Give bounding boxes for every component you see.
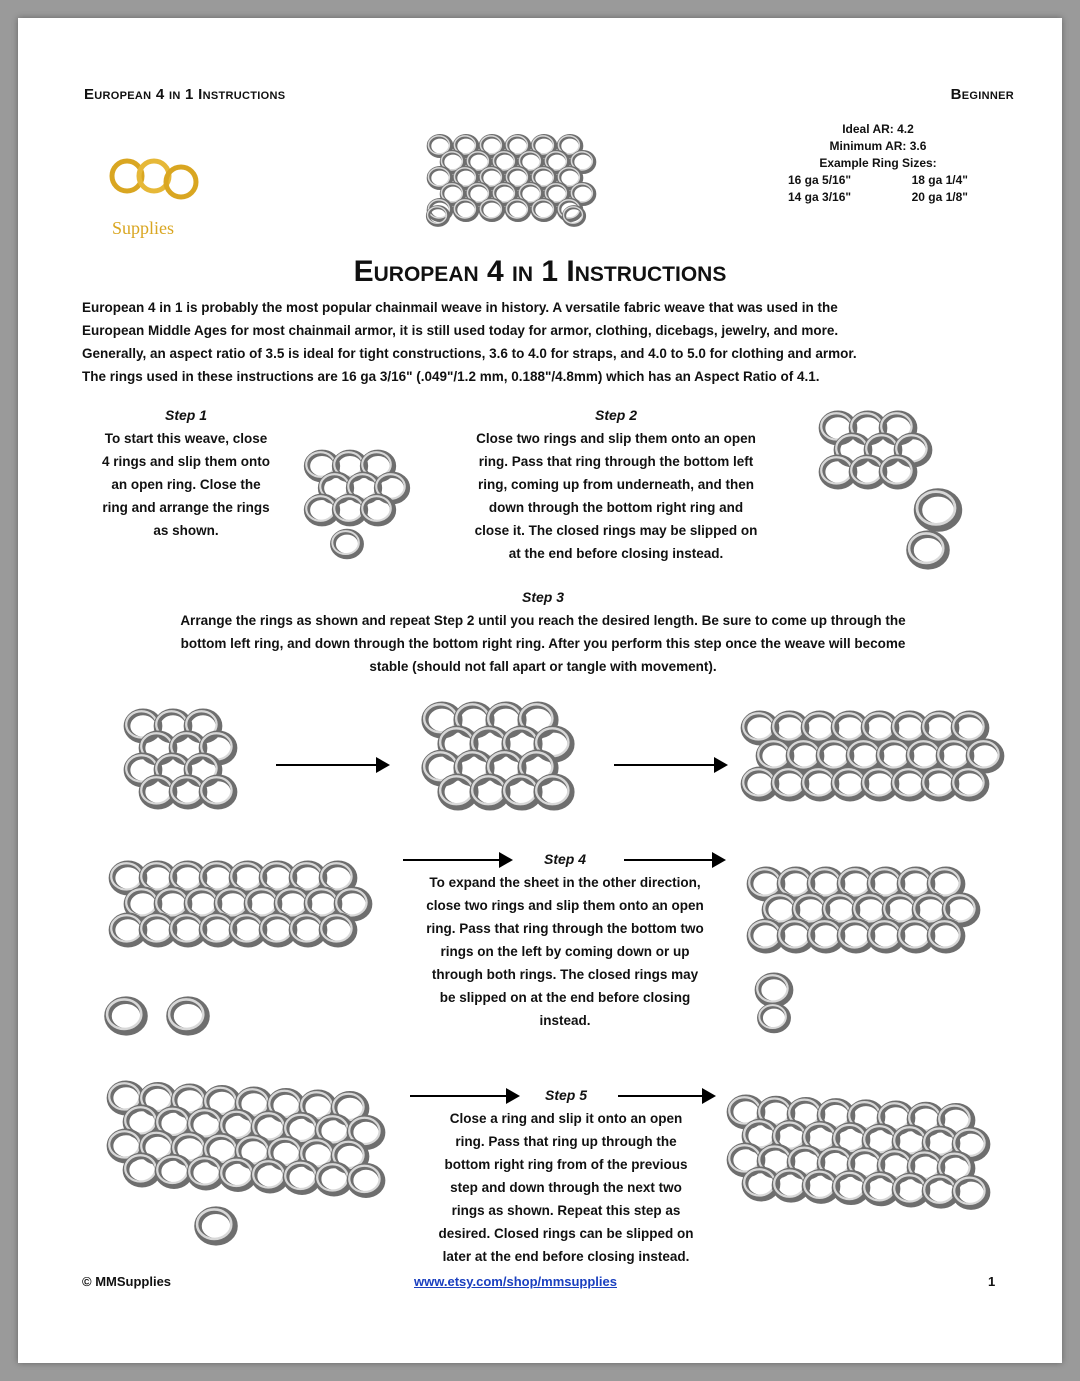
copyright: © MMSupplies [82, 1274, 172, 1289]
step-5-text: Step 5 Close a ring and slip it onto an open ring. Pass that ring up through the bottom right ring from of the previous step and down through the next two rings as shown. Repeat this step as desired. Closed rings can be slipped on later at the end before closing instead. [406, 1084, 726, 1268]
arrow-right-icon [614, 764, 726, 766]
step-3-photo-a [113, 698, 263, 828]
header-level: Beginner [950, 86, 1014, 103]
logo [92, 138, 222, 238]
example-sizes-heading: Example Ring Sizes: [819, 156, 937, 170]
step-3-photo-b [410, 690, 585, 830]
step-3-photo-c [738, 706, 1008, 816]
instruction-page [18, 18, 1062, 1363]
size-row: 14 ga 3/16" 20 ga 1/8" [788, 190, 968, 204]
step-2-label: Step 2 [594, 407, 637, 423]
step-4-photo-b [740, 858, 1000, 1028]
ring-stats [788, 121, 968, 206]
step-4-text: Step 4 To expand the sheet in the other direction, close two rings and slip them onto an open ring. Pass that ring through the bottom two rings on the left by coming down or up through both rings. The closed rings may be slipped on at the end before closing instead. [400, 848, 730, 1032]
intro-paragraph: European 4 in 1 is probably the most popular chainmail weave in history. A versatile fabric weave that was used in the European Middle Ages for most chainmail armor, it is still used today for armor, clothing, dicebags, jewelry, and more. Generally, an aspect ratio of 3.5 is ideal for tight constructions, 3.6 to 4.0 for straps, and 4.0 to 5.0 for clothing and armor. The rings used in these instructions are 16 ga 3/16" (.049"/1.2 mm, 0.188"/4.8mm) which has an Aspect Ratio of 4.1. [82, 300, 857, 384]
page-title: European 4 in 1 Instructions [353, 255, 727, 288]
page-number: 1 [988, 1274, 996, 1289]
step-1-photo [292, 436, 427, 561]
logo-text: Supplies [112, 218, 175, 238]
step-2-photo [808, 400, 998, 575]
step-3-text: Step 3 Arrange the rings as shown and repeat Step 2 until you reach the desired length. Be sure to come up through the bottom left ring, and down through the bottom right ring. After you perform this step once the weave will become stable (should not fall apart or tangle with movement). [78, 586, 1008, 678]
header-title: European 4 in 1 Instructions [84, 86, 286, 103]
step-4-photo-a [98, 858, 378, 1048]
step-2-text: Step 2 Close two rings and slip them onto an open ring. Pass that ring through the bottom left ring, coming up from underneath, and then down through the bottom right ring and close it. The closed rings may be slipped on at the end before closing instead. [446, 404, 786, 565]
step-5-photo-b [716, 1084, 996, 1254]
step-3-label: Step 3 [521, 589, 564, 605]
minimum-ar: Minimum AR: 3.6 [829, 139, 927, 153]
step-1-text: Step 1 To start this weave, close 4 rings and slip them onto an open ring. Close the ring and arrange the rings as shown. [76, 404, 296, 542]
shop-link[interactable]: www.etsy.com/shop/mmsupplies [414, 1274, 617, 1289]
step-5-photo-a [98, 1076, 398, 1256]
step-1-label: Step 1 [164, 407, 207, 423]
european-weave-photo [418, 128, 594, 228]
ideal-ar: Ideal AR: 4.2 [842, 122, 914, 136]
arrow-right-icon [276, 764, 388, 766]
step-4-label: Step 4 [543, 851, 586, 867]
size-row: 16 ga 5/16" 18 ga 1/4" [788, 173, 968, 187]
step-5-label: Step 5 [544, 1087, 587, 1103]
